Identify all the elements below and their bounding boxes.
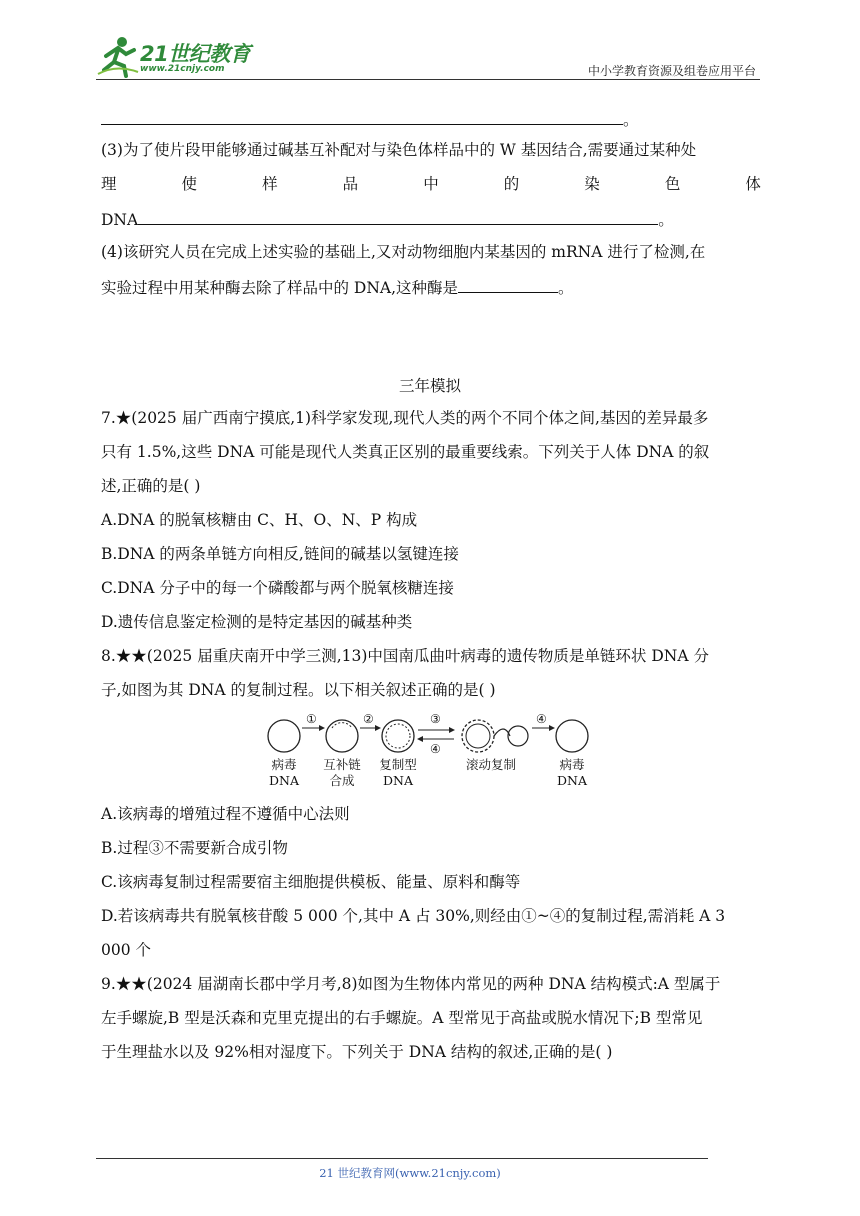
end-mark: 。 [623,111,639,129]
dna-replication-figure [260,712,600,792]
label-line: 合成 [329,773,355,788]
q8-option-a: A.该病毒的增殖过程不遵循中心法则 [101,805,350,823]
answer-line-prev [101,108,639,130]
q-prev-part4-line2 [101,276,574,298]
q8-option-c: C.该病毒复制过程需要宿主细胞提供模板、能量、原料和酶等 [101,873,521,891]
progeny-dna-circle [556,720,588,752]
q-prev-part3-line2 [101,172,761,194]
q7-option-c: C.DNA 分子中的每一个磷酸都与两个脱氧核糖连接 [101,579,454,597]
replicative-form-circle [382,720,414,752]
q7-option-b: B.DNA 的两条单链方向相反,链间的碱基以氢键连接 [101,545,459,563]
q7-stem-line1: 7.★(2025 届广西南宁摸底,1)科学家发现,现代人类的两个不同个体之间,基因的差异最多 [101,409,709,427]
q8-stem-line1: 8.★★(2025 届重庆南开中学三测,13)中国南瓜曲叶病毒的遗传物质是单链环状 DNA 分 [101,647,709,665]
justified-char: 理 [101,175,117,193]
label-rolling-replication [456,757,526,773]
q9-stem-line3: 于生理盐水以及 92%相对湿度下。下列关于 DNA 结构的叙述,正确的是( ) [101,1043,613,1061]
justified-char: 中 [423,175,439,193]
label-line: 病毒 [559,757,585,772]
step-3-marker: ③ [430,712,441,726]
end-mark: 。 [558,279,574,297]
justified-char: 染 [584,175,600,193]
q7-option-a: A.DNA 的脱氧核糖由 C、H、O、N、P 构成 [101,511,418,529]
justified-char: 色 [664,175,681,193]
q9-stem-line1: 9.★★(2024 届湖南长郡中学月考,8)如图为生物体内常见的两种 DNA 结构模式:A 型属于 [101,975,721,993]
q7-stem-line3: 述,正确的是( ) [101,477,201,495]
q9-stem-line2: 左手螺旋,B 型是沃森和克里克提出的右手螺旋。A 型常见于高盐或脱水情况下;B 型常见 [101,1009,703,1027]
label-line: 互补链 [323,757,361,772]
header-divider [96,79,760,80]
justified-char: 的 [503,175,520,193]
justified-char: 使 [181,175,198,193]
step-4-marker: ④ [536,712,547,726]
label-line: 滚动复制 [465,757,516,772]
q-prev-part3-line1: (3)为了使片段甲能够通过碱基互补配对与染色体样品中的 W 基因结合,需要通过某种处 [101,141,697,159]
section-title: 三年模拟 [398,377,461,395]
step-2-marker: ② [363,712,374,726]
q8-option-b: B.过程③不需要新合成引物 [101,839,288,857]
part4-text: 实验过程中用某种酶去除了样品中的 DNA,这种酶是 [101,279,459,297]
answer-blank [101,108,623,125]
justified-char: 样 [262,175,278,193]
q7-stem-line2: 只有 1.5%,这些 DNA 可能是现代人类真正区别的最重要线索。下列关于人体 DNA 的叙 [101,443,710,461]
justified-char: 体 [745,175,761,193]
q7-option-d: D.遗传信息鉴定检测的是特定基因的碱基种类 [101,613,413,631]
label-line: DNA [269,773,299,788]
answer-blank [458,276,558,293]
answer-blank [138,208,658,225]
label-replicative-form [363,757,433,789]
label-line: 复制型 [379,757,417,772]
viral-dna-circle [268,720,300,752]
step-4-reverse-marker: ④ [430,742,441,756]
logo-text: 21世纪教育 [140,42,251,66]
logo-url: www.21cnjy.com [140,64,225,74]
step-1-marker: ① [306,712,317,726]
page-footer: 21 世纪教育网(www.21cnjy.com) [319,1166,501,1180]
q8-stem-line2: 子,如图为其 DNA 的复制过程。以下相关叙述正确的是( ) [101,681,496,699]
label-line: DNA [383,773,413,788]
q-prev-part3-line3 [101,208,674,230]
footer-divider [96,1158,708,1159]
justified-char: 品 [342,175,359,193]
label-line: 病毒 [271,757,297,772]
site-logo [96,34,266,78]
end-mark: 。 [658,211,674,229]
page-header [96,30,760,80]
q-prev-part4-line1: (4)该研究人员在完成上述实验的基础上,又对动物细胞内某基因的 mRNA 进行了检测,在 [101,243,706,261]
label-line: DNA [557,773,587,788]
header-tagline: 中小学教育资源及组卷应用平台 [587,64,756,78]
runner-icon [96,34,140,78]
label-progeny-dna [537,757,607,789]
q8-option-d-line1: D.若该病毒共有脱氧核苷酸 5 000 个,其中 A 占 30%,则经由①~④的复制过程,需消耗 A 3 [101,907,726,925]
q8-option-d-line2: 000 个 [101,941,152,959]
dna-prefix: DNA [101,211,139,229]
complementary-strand-circle [326,720,358,752]
rolling-circle [462,720,494,752]
